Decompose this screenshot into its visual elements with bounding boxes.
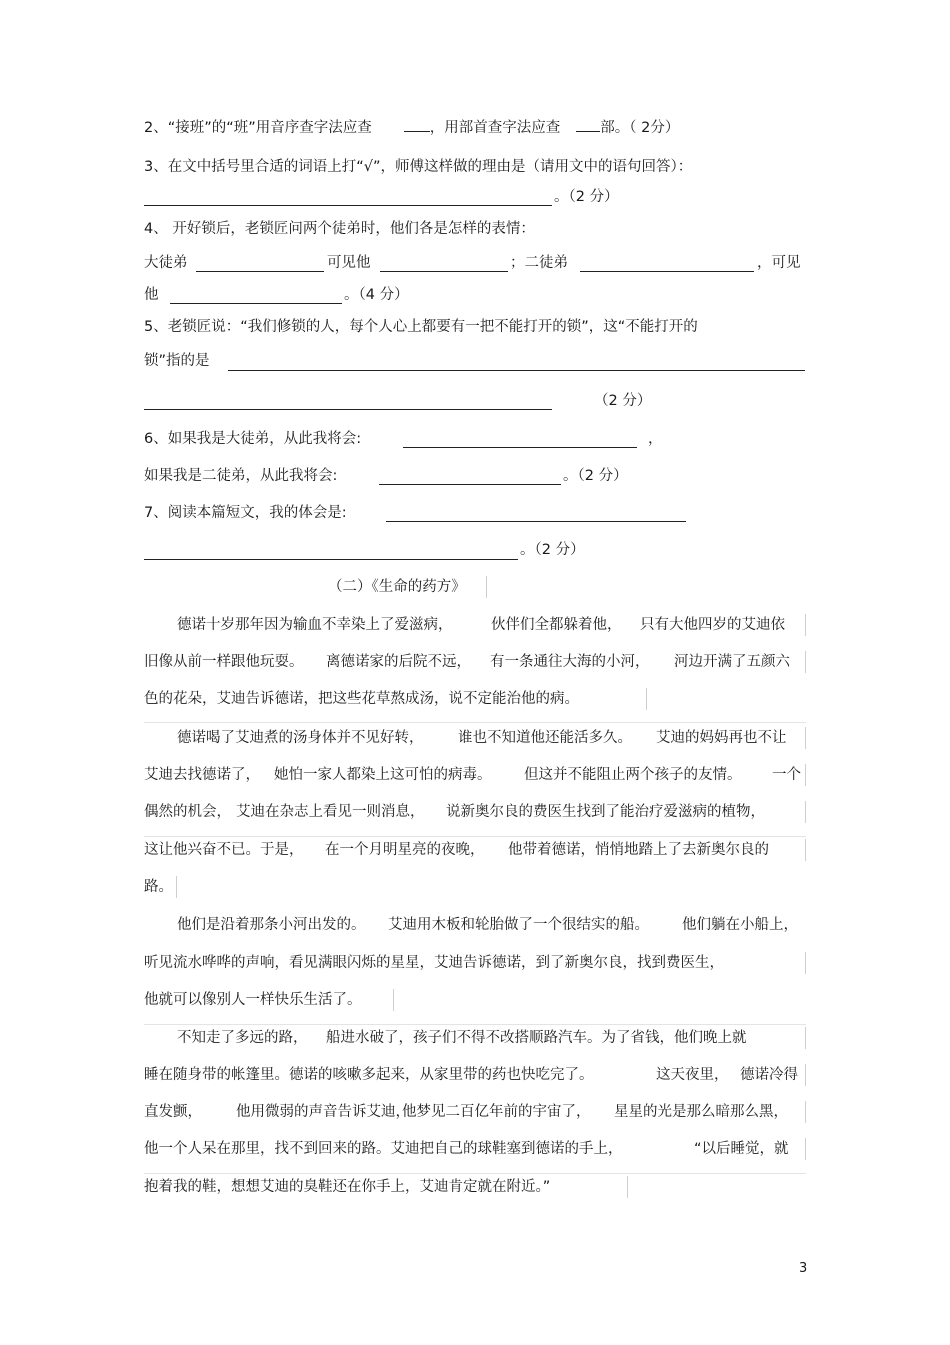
- q4-blank-4[interactable]: [170, 303, 342, 304]
- q2-text-a: 2、“接班”的“班”用音序查字法应查: [144, 120, 372, 136]
- passage-segment: 艾迪去找德诺了，: [144, 767, 260, 783]
- q4-label-see-1: 可见他: [327, 255, 371, 271]
- passage-segment: 他们躺在小船上，: [682, 917, 798, 933]
- passage-segment: 德诺冷得: [740, 1067, 798, 1083]
- scan-mark: [805, 952, 806, 974]
- passage-segment: 一个: [772, 767, 801, 783]
- passage-line: 听见流水哗哗的声响，看见满眼闪烁的星星，艾迪告诉德诺，到了新奥尔良，找到费医生，: [144, 955, 724, 971]
- q7-blank-1[interactable]: [386, 521, 686, 522]
- scan-mark: [805, 727, 806, 749]
- scan-mark: [805, 764, 806, 786]
- passage-segment: 旧像从前一样跟他玩耍。: [144, 654, 304, 670]
- q2-blank-2[interactable]: [576, 117, 600, 132]
- question-2: [144, 117, 679, 138]
- passage-segment: 这天夜里，: [656, 1067, 729, 1083]
- scan-mark: [486, 576, 487, 598]
- q5-answer-line-2[interactable]: [144, 409, 552, 410]
- q4-label-see-2: ，可见: [757, 255, 801, 271]
- q4-label-he: 他: [144, 287, 159, 303]
- question-6a: 6、如果我是大徒弟，从此我将会:: [144, 431, 362, 447]
- q4-label-second-apprentice: ；二徒弟: [510, 255, 568, 271]
- passage-segment: 只有大他四岁的艾迪依: [640, 617, 785, 633]
- scan-mark: [144, 1173, 806, 1174]
- passage-line: 色的花朵，艾迪告诉德诺，把这些花草熬成汤，说不定能治他的病。: [144, 691, 579, 707]
- passage-line: 路。: [144, 879, 173, 895]
- page-number: 3: [799, 1261, 808, 1276]
- scan-mark: [805, 1138, 806, 1160]
- question-4: 4、 开好锁后，老锁匠问两个徒弟时，他们各是怎样的表情：: [144, 221, 535, 237]
- passage-segment: 星星的光是那么暗那么黑，: [614, 1104, 788, 1120]
- scan-mark: [176, 876, 177, 898]
- q6-blank-1[interactable]: [403, 447, 637, 448]
- passage-line: 他就可以像别人一样快乐生活了。: [144, 992, 362, 1008]
- passage-segment: 他用微弱的声音告诉艾迪，: [236, 1104, 410, 1120]
- passage-segment: 他带着德诺，悄悄地踏上了去新奥尔良的: [508, 842, 769, 858]
- q6a-end: ，: [648, 431, 663, 447]
- passage-segment: 他一个人呆在那里，找不到回来的路。艾迪把自己的球鞋塞到德诺的手上，: [144, 1141, 623, 1157]
- passage-segment: 说新奥尔良的费医生找到了能治疗爱滋病的植物，: [446, 804, 765, 820]
- passage-segment: 睡在随身带的帐篷里。德诺的咳嗽多起来，从家里带的药也快吃完了。: [144, 1067, 594, 1083]
- passage-segment: 德诺十岁那年因为输血不幸染上了爱滋病，: [177, 617, 453, 633]
- scan-mark: [393, 989, 394, 1011]
- question-5: 5、老锁匠说：“我们修锁的人，每个人心上都要有一把不能打开的锁”，这“不能打开的: [144, 319, 698, 335]
- passage-segment: 这让他兴奋不已。于是，: [144, 842, 304, 858]
- q4-label-big-apprentice: 大徒弟: [144, 255, 188, 271]
- passage-segment: 河边开满了五颜六: [674, 654, 790, 670]
- q2-text-b: ，用部首查字法应查: [429, 120, 561, 136]
- passage-segment: 他们是沿着那条小河出发的。: [177, 917, 366, 933]
- q4-score: 。（4 分）: [344, 287, 409, 303]
- q4-blank-1[interactable]: [196, 271, 324, 272]
- passage-segment: 他梦见二百亿年前的宇宙了，: [402, 1104, 591, 1120]
- passage-segment: 艾迪的妈妈再也不让: [656, 730, 787, 746]
- q5-line-2: 锁”指的是: [144, 353, 210, 369]
- q6-blank-2[interactable]: [379, 484, 561, 485]
- scan-mark: [646, 688, 647, 710]
- question-3: 3、在文中括号里合适的词语上打“√”，师傅这样做的理由是（请用文中的语句回答）：: [144, 159, 693, 175]
- q2-blank-1[interactable]: [404, 117, 430, 132]
- scan-mark: [805, 651, 806, 673]
- q4-blank-2[interactable]: [380, 271, 508, 272]
- passage-segment: 船进水破了，孩子们不得不改搭顺路汽车。为了省钱，他们晚上就: [326, 1030, 747, 1046]
- question-6b: 如果我是二徒弟，从此我将会:: [144, 468, 338, 484]
- scan-mark: [144, 722, 806, 723]
- passage-segment: 有一条通往大海的小河，: [490, 654, 650, 670]
- passage-segment: 伙伴们全都躲着他，: [491, 617, 622, 633]
- passage-segment: “以后睡觉，就: [694, 1141, 789, 1157]
- scan-mark: [805, 1064, 806, 1086]
- scan-mark: [144, 836, 806, 837]
- scan-mark: [805, 1101, 806, 1123]
- passage-segment: 在一个月明星亮的夜晚，: [325, 842, 485, 858]
- scan-mark: [805, 614, 806, 636]
- passage-segment: 但这并不能阻止两个孩子的友情。: [524, 767, 742, 783]
- scan-mark: [805, 839, 806, 861]
- q6-score: 。（2 分）: [563, 468, 628, 484]
- q5-answer-line-1[interactable]: [228, 370, 805, 371]
- passage-segment: 她怕一家人都染上这可怕的病毒。: [274, 767, 492, 783]
- passage-segment: 直发颤，: [144, 1104, 202, 1120]
- section-title: （二）《生命的药方》: [328, 579, 466, 595]
- passage-segment: 偶然的机会，: [144, 804, 231, 820]
- passage-segment: 艾迪在杂志上看见一则消息，: [236, 804, 425, 820]
- passage-segment: 艾迪用木板和轮胎做了一个很结实的船。: [388, 917, 649, 933]
- question-7: 7、阅读本篇短文，我的体会是:: [144, 505, 347, 521]
- passage-segment: 离德诺家的后院不远，: [326, 654, 471, 670]
- q3-score: 。（2 分）: [554, 189, 619, 205]
- q2-text-c: 部。（ 2分）: [600, 120, 680, 136]
- scan-mark: [144, 1024, 806, 1025]
- q5-score: （2 分）: [594, 393, 652, 409]
- q4-blank-3[interactable]: [580, 271, 754, 272]
- scan-mark: [805, 801, 806, 823]
- scan-mark: [627, 1176, 628, 1198]
- passage-segment: 不知走了多远的路，: [177, 1030, 308, 1046]
- q7-score: 。（2 分）: [520, 542, 585, 558]
- passage-segment: 德诺喝了艾迪煮的汤身体并不见好转，: [177, 730, 424, 746]
- passage-line: 抱着我的鞋，想想艾迪的臭鞋还在你手上，艾迪肯定就在附近。”: [144, 1179, 551, 1195]
- q3-answer-line[interactable]: [144, 205, 552, 206]
- q7-answer-line[interactable]: [144, 559, 518, 560]
- scan-mark: [805, 1027, 806, 1049]
- passage-segment: 谁也不知道他还能活多久。: [458, 730, 632, 746]
